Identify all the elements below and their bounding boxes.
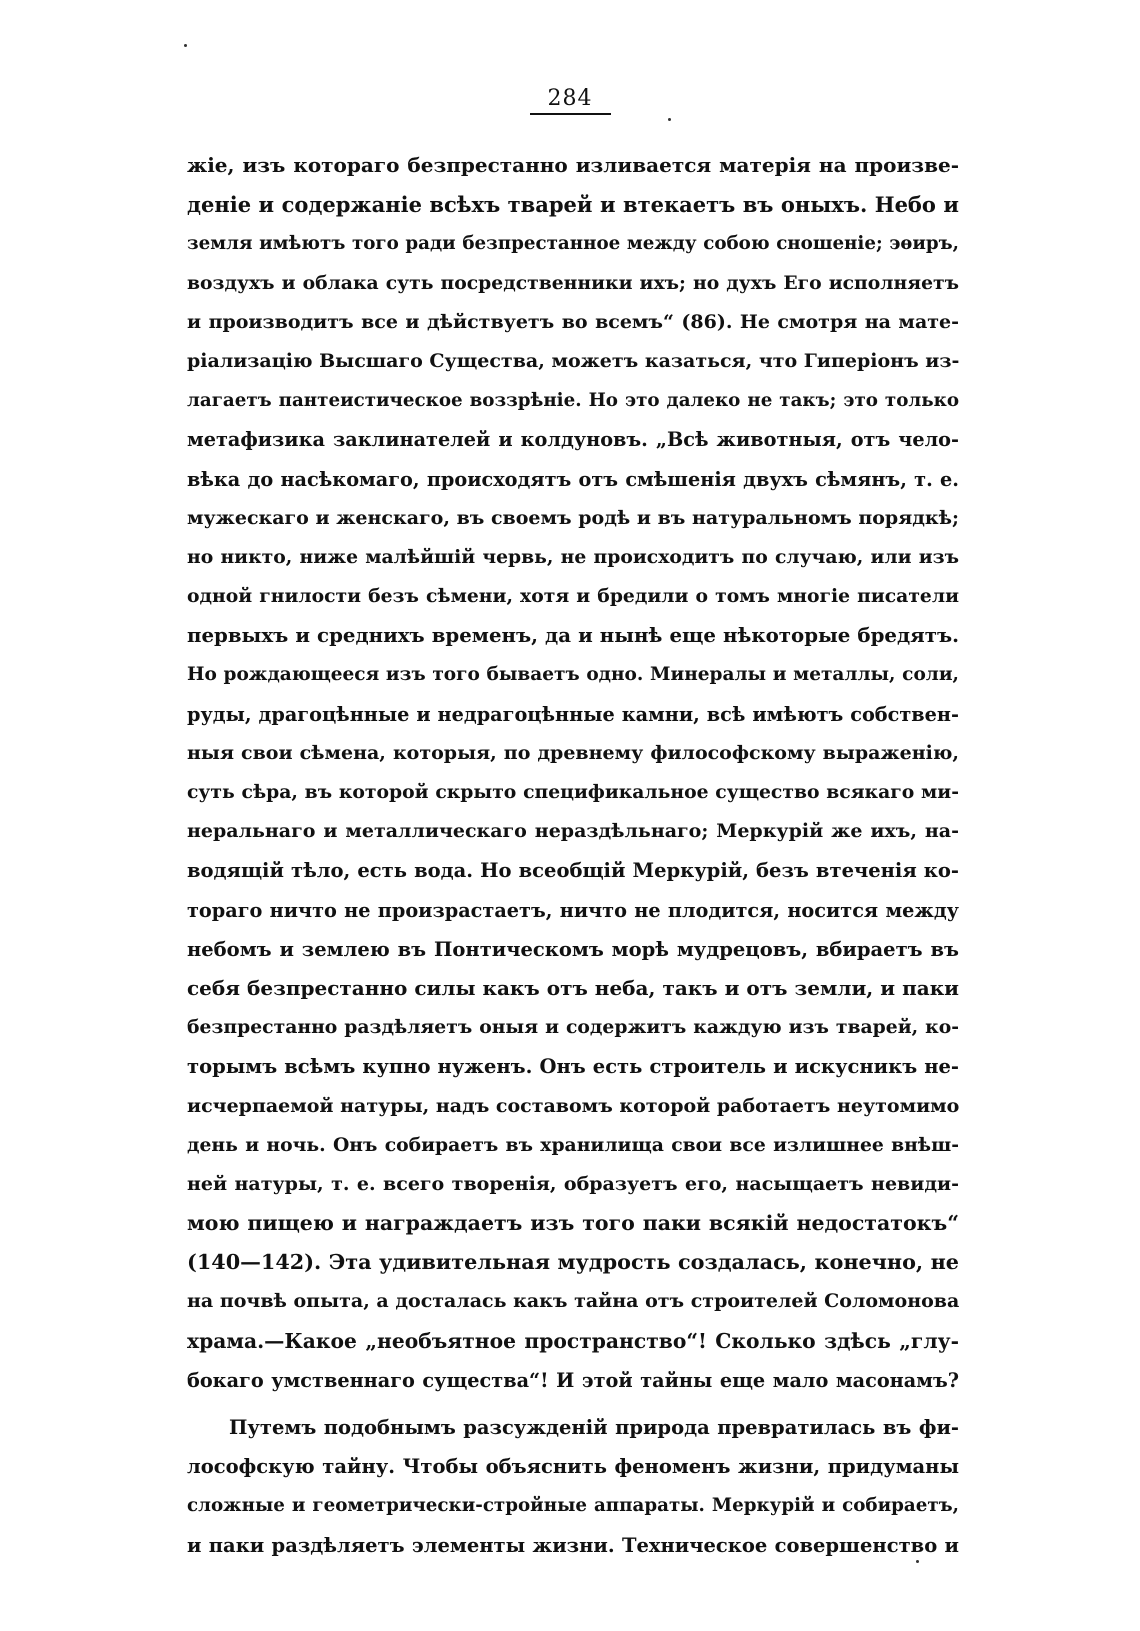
paragraph-1 [187, 146, 959, 1400]
text-line: храма.—Какое „необъятное пространство“! Сколько здѣсь „глу- [187, 1328, 959, 1353]
text-line: суть сѣра, въ которой скрыто спецификальное существо всякаго ми- [187, 781, 959, 803]
text-line: Путемъ подобнымъ разсужденій природа превратилась въ фи- [229, 1416, 959, 1439]
text-line: мужескаго и женскаго, въ своемъ родѣ и въ натуральномъ порядкѣ; [187, 506, 959, 529]
text-line: вѣка до насѣкомаго, происходятъ отъ смѣшенія двухъ сѣмянъ, т. е. [187, 467, 959, 491]
body-text [187, 146, 959, 1565]
text-line: водящій тѣло, есть вода. Но всеобщій Меркурій, безъ втеченія ко- [187, 859, 959, 883]
text-line: на почвѣ опыта, а досталась какъ тайна отъ строителей Соломонова [187, 1290, 959, 1313]
text-line: безпрестанно раздѣляетъ оныя и содержитъ каждую изъ тварей, ко- [187, 1016, 959, 1039]
text-line: исчерпаемой натуры, надъ составомъ которой работаетъ неутомимо [187, 1094, 959, 1117]
text-line: неральнаго и металлическаго нераздѣльнаго; Меркурій же ихъ, на- [187, 820, 959, 843]
text-line: но никто, ниже малѣйшій червь, не происходитъ по случаю, или изъ [187, 545, 959, 568]
text-line: мою пищею и награждаетъ изъ того паки всякій недостатокъ“ [187, 1211, 959, 1236]
text-line: метафизика заклинателей и колдуновъ. „Всѣ животныя, отъ чело- [187, 428, 959, 452]
paragraph-2 [187, 1408, 959, 1565]
text-line: торымъ всѣмъ купно нуженъ. Онъ есть строитель и искусникъ не- [187, 1055, 959, 1079]
text-line: жіе, изъ котораго безпрестанно изливается матерія на произве- [187, 153, 959, 177]
text-line: тораго ничто не произрастаетъ, ничто не плодится, носится между [187, 898, 959, 922]
text-line: небомъ и землею въ Понтическомъ морѣ мудрецовъ, вбираетъ въ [187, 937, 959, 961]
text-line: лагаетъ пантеистическое воззрѣніе. Но это далеко не такъ; это только [187, 390, 959, 412]
text-line: ріализацію Высшаго Существа, можетъ казаться, что Гиперіонъ из- [187, 349, 959, 372]
text-line: ней натуры, т. е. всего творенія, образуетъ его, насыщаетъ невиди- [187, 1172, 959, 1195]
text-line: первыхъ и среднихъ временъ, да и нынѣ еще нѣкоторые бредятъ. [187, 623, 959, 648]
text-line: и паки раздѣляетъ элементы жизни. Техническое совершенство и [187, 1533, 959, 1557]
text-line: воздухъ и облака суть посредственники ихъ; но духъ Его исполняетъ [187, 271, 959, 294]
text-line: себя безпрестанно силы какъ отъ неба, такъ и отъ земли, и паки [187, 975, 959, 1000]
text-line: день и ночь. Онъ собираетъ въ хранилища свои все излишнее внѣш- [187, 1133, 959, 1156]
text-line: и производитъ все и дѣйствуетъ во всемъ“ (86). Не смотря на мате- [187, 310, 959, 333]
text-line: земля имѣютъ того ради безпрестанное между собою сношеніе; эѳиръ, [187, 233, 959, 255]
text-line: лософскую тайну. Чтобы объяснить феноменъ жизни, придуманы [187, 1455, 959, 1479]
text-line: деніе и содержаніе всѣхъ тварей и втекаетъ въ оныхъ. Небо и [187, 192, 959, 218]
text-line: одной гнилости безъ сѣмени, хотя и бредили о томъ многіе писатели [187, 585, 959, 608]
paragraph-gap [187, 1400, 959, 1408]
text-line: руды, драгоцѣнные и недрагоцѣнные камни, всѣ имѣютъ собствен- [187, 702, 959, 726]
text-line: (140—142). Эта удивительная мудрость создалась, конечно, не [187, 1250, 959, 1275]
page-header [0, 86, 1140, 115]
text-line: ныя свои сѣмена, которыя, по древнему философскому выраженію, [187, 741, 959, 764]
page-number: 284 [530, 86, 611, 115]
text-line: Но рождающееся изъ того бываетъ одно. Минералы и металлы, соли, [187, 664, 959, 686]
text-line: сложные и геометрически-стройные аппараты. Меркурій и собираетъ, [187, 1495, 959, 1517]
text-line: бокаго умственнаго существа“! И этой тайны еще мало масонамъ? [187, 1368, 959, 1392]
